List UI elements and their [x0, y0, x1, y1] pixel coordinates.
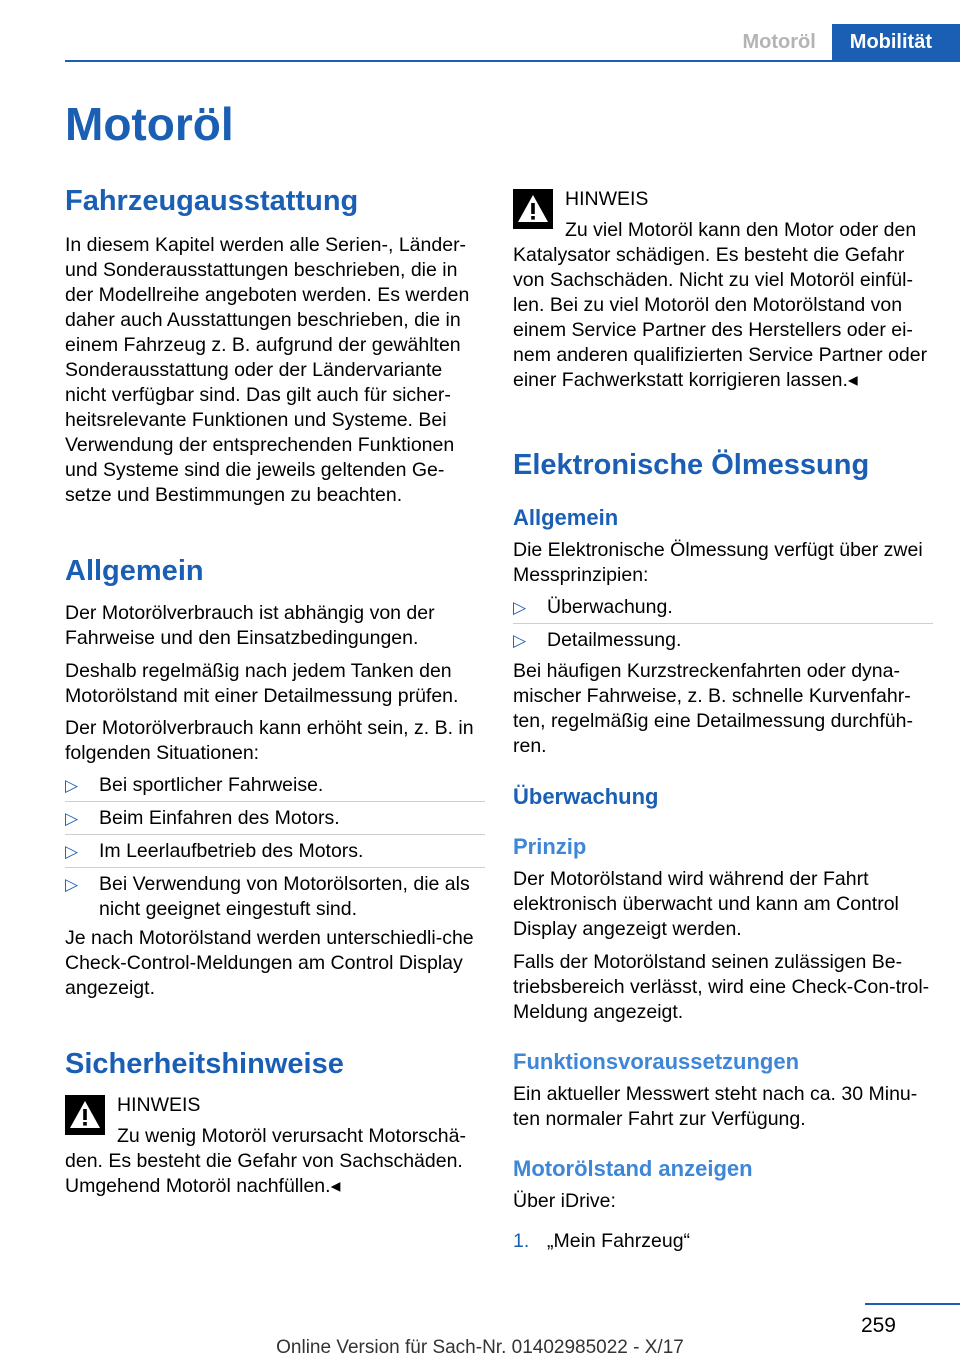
- text-allgemein-4: Je nach Motorölstand werden unterschiedli-che Check-Control-Meldungen am Control Display angezeigt.: [65, 927, 474, 999]
- warning-text: Katalysator schädigen. Es besteht die Gefahr von Sachschäden. Nicht zu viel Motoröl einfül-len. Bei zu viel Motoröl den Motorölstand von einem Service Partner des Herstellers oder ei-nem anderen qualifizierten Service Partner oder einer Fachwerkstatt korrigieren lassen.◂: [513, 244, 928, 391]
- list-item: ▷ Im Leerlaufbetrieb des Motors.: [65, 840, 364, 862]
- heading-funktionsvoraussetzungen: Funktionsvoraussetzungen: [513, 1049, 800, 1074]
- triangle-bullet-icon: ▷: [65, 875, 79, 894]
- step-number: 1.: [513, 1230, 530, 1252]
- warning-notice-too-much-oil: [513, 187, 933, 393]
- footer-text: Online Version für Sach-Nr. 01402985022 - X/17: [276, 1337, 684, 1358]
- heading-allgemein-right: Allgemein: [513, 505, 619, 530]
- heading-elektronische-oelmessung: Elektronische Ölmessung: [513, 449, 870, 481]
- tab-motoroel[interactable]: Motoröl: [742, 31, 816, 53]
- list-item: ▷ Detailmessung.: [513, 629, 682, 651]
- text-prinzip-2: Falls der Motorölstand seinen zulässigen Be-triebsbereich verlässt, wird eine Check-Con-trol-Meldung angezeigt.: [513, 951, 930, 1023]
- right-column: [513, 0, 933, 1252]
- page-title: Motoröl: [65, 98, 234, 150]
- warning-text-first: Zu wenig Motoröl verursacht Motorschä-: [117, 1125, 466, 1147]
- heading-ueberwachung: Überwachung: [513, 784, 659, 809]
- tab-mobilitaet[interactable]: Mobilität: [832, 24, 960, 61]
- triangle-bullet-icon: ▷: [65, 776, 79, 795]
- warning-label: HINWEIS: [565, 188, 649, 210]
- text-allgemein-3: Der Motorölverbrauch kann erhöht sein, z. B. in folgenden Situationen:: [65, 717, 474, 764]
- triangle-bullet-icon: ▷: [65, 842, 79, 861]
- heading-motoroelstand-anzeigen: Motorölstand anzeigen: [513, 1156, 753, 1181]
- heading-prinzip: Prinzip: [513, 834, 587, 859]
- steps-list: [513, 1229, 933, 1254]
- triangle-bullet-icon: ▷: [65, 809, 79, 828]
- text-allgemein-1: Der Motorölverbrauch ist abhängig von der Fahrweise und den Einsatzbedingungen.: [65, 602, 435, 649]
- text-kurzstrecken: Bei häufigen Kurzstreckenfahrten oder dyna-mischer Fahrweise, z. B. schnelle Kurvenfahr-ten, regelmäßig eine Detailmessung durchfüh-ren.: [513, 660, 913, 757]
- warning-notice-low-oil: [65, 1093, 485, 1199]
- messprinzipien-list: [513, 595, 933, 653]
- warning-label: HINWEIS: [117, 1094, 201, 1116]
- left-column: [65, 0, 485, 1197]
- text-messprinzipien: Die Elektronische Ölmessung verfügt über zwei Messprinzipien:: [513, 539, 923, 586]
- text-prinzip-1: Der Motorölstand wird während der Fahrt elektronisch überwacht und kann am Control Display angezeigt werden.: [513, 868, 899, 940]
- text-allgemein-2: Deshalb regelmäßig nach jedem Tanken den Motorölstand mit einer Detailmessung prüfen.: [65, 660, 459, 707]
- text-fahrzeugausstattung: In diesem Kapitel werden alle Serien-, Länder- und Sonderausstattungen beschrieben, die in der Modellreihe angeboten werden. Es werden daher auch Ausstattungen beschrieben, die in einem Fahrzeug z. B. aufgrund der gewählten Sonderausstattung oder der Ländervariante nicht verfügbar sind. Das gilt auch für sicher-heitsrelevante Funktionen und Systeme. Bei Verwendung der entsprechenden Funktionen und Systeme sind die jeweils geltenden Ge-setze und Bestimmungen zu beachten.: [65, 234, 470, 506]
- heading-sicherheitshinweise: Sicherheitshinweise: [65, 1048, 344, 1080]
- situations-list: [65, 773, 485, 922]
- warning-text-first: Zu viel Motoröl kann den Motor oder den: [565, 219, 917, 241]
- triangle-bullet-icon: ▷: [513, 631, 527, 650]
- list-item: ▷ Bei Verwendung von Motorölsorten, die als nicht geeignet eingestuft sind.: [65, 873, 470, 920]
- page-number: 259: [860, 1314, 896, 1337]
- heading-fahrzeugausstattung: Fahrzeugausstattung: [65, 185, 359, 217]
- text-ueber-idrive: Über iDrive:: [513, 1190, 616, 1212]
- footer-rule: [865, 1303, 960, 1305]
- warning-triangle-icon: [513, 189, 553, 229]
- warning-text: den. Es besteht die Gefahr von Sachschäden. Umgehend Motoröl nachfüllen.◂: [65, 1150, 463, 1197]
- text-funktionsvoraussetzungen: Ein aktueller Messwert steht nach ca. 30 Minu-ten normaler Fahrt zur Verfügung.: [513, 1083, 918, 1130]
- list-item: ▷ Bei sportlicher Fahrweise.: [65, 774, 324, 796]
- warning-triangle-icon: [65, 1095, 105, 1135]
- triangle-bullet-icon: ▷: [513, 598, 527, 617]
- heading-allgemein: Allgemein: [65, 555, 204, 587]
- list-item: 1. „Mein Fahrzeug“: [513, 1230, 691, 1252]
- list-item: ▷ Überwachung.: [513, 596, 673, 618]
- list-item: ▷ Beim Einfahren des Motors.: [65, 807, 340, 829]
